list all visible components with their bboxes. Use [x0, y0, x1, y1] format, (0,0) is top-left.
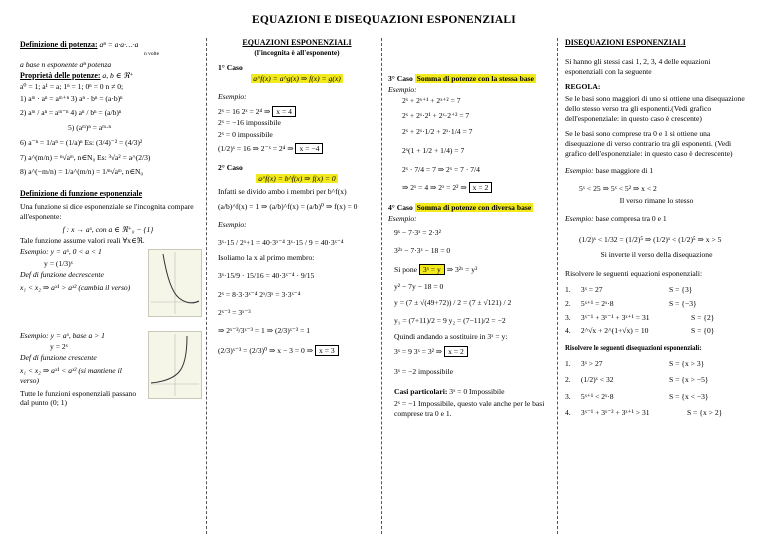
potenza-heading: Definizione di potenza: [20, 39, 98, 49]
eq-list [565, 285, 748, 336]
example-formula: 5ˣ < 25 ⇒ 5ˣ < 5² ⇒ x < 2 [579, 184, 657, 194]
item-number: 1. [565, 285, 571, 295]
example-y: y = 2ˣ [50, 342, 68, 352]
crescente-cond: x₁ < x₂ ⇒ aˣ¹ < aˣ² (si mantiene il verso) [20, 366, 122, 385]
list-item [565, 299, 748, 309]
item-solution: S = {−3} [669, 298, 697, 308]
rule-line: 6) a⁻ⁿ = 1/aⁿ = (1/a)ⁿ Es: (3/4)⁻² = (4/3)² [20, 137, 143, 147]
item-eq: 5ˣ⁺¹ < 2ˣ·8 [580, 392, 614, 402]
c2-line: ⇒ 2ˣ⁻³/3ˣ⁻³ = 1 ⇒ (2/3)ˣ⁻³ = 1 [218, 325, 311, 335]
example-decrescente [20, 247, 196, 329]
c2-formula: (a/b)^f(x) = 1 ⇒ (a/b)^f(x) = (a/b)⁰ ⇒ f(x) = 0 [218, 201, 358, 211]
item-solution: S = {x > 2} [687, 407, 723, 417]
disequazioni-heading: DISEQUAZIONI ESPONENZIALI [565, 38, 686, 47]
item-number: 4. [565, 326, 571, 336]
list-item [565, 313, 748, 323]
item-solution: S = {x > −5} [669, 375, 709, 385]
caso1-formula: a^f(x) = a^g(x) ⇒ f(x) = g(x) [253, 73, 341, 83]
list-item [565, 326, 748, 336]
column-potenze [20, 38, 196, 408]
potenza-legend: a base n esponente aⁿ potenza [20, 59, 112, 69]
rule-line: 8) a^(−m/n) = 1/a^(m/n) = 1/ⁿ√aᵐ, n∈N₀ [20, 167, 144, 177]
item-solution: S = {x < −3} [669, 392, 709, 402]
c3-line: 2ˣ(1 + 1/2 + 1/4) = 7 [402, 146, 465, 156]
example-label: Esempio: [388, 84, 417, 94]
funzione-formula: f : x → aˣ, con a ∈ ℜ⁺₀ − {1} [62, 224, 154, 234]
c3-line: 2ˣ + 2ˣ·2¹ + 2ˣ·2⁺² = 7 [402, 110, 470, 120]
potenza-formula: aⁿ = a·a·…·a [99, 39, 139, 49]
item-number: 3. [565, 392, 571, 402]
c4-substitution: 3ˣ = y [419, 264, 445, 275]
example-label: Esempio: [218, 91, 247, 101]
page-title: EQUAZIONI E DISEQUAZIONI ESPONENZIALI [252, 14, 516, 26]
item-solution: S = {2} [691, 312, 715, 322]
c2-line: 2ˣ = 8·3·3ˣ⁻⁴ 2ˣ/3ˣ = 3·3ˣ⁻⁴ [218, 290, 301, 300]
c4-result-box: x = 2 [444, 346, 468, 357]
risolvi-dis-heading: Risolvere le seguenti disequazioni esponenziali: [565, 344, 702, 352]
decrescente-cond: x₁ < x₂ ⇒ aˣ¹ > aˣ² (cambia il verso) [20, 282, 131, 292]
c4-line: Si pone [394, 264, 417, 274]
proprieta-domain: a, b ∈ ℜ⁺ [102, 70, 134, 80]
proprieta-heading: Proprietà delle potenze: [20, 70, 101, 80]
rule-line: 7) a^(m/n) = ⁿ√aᵐ, n∈N₀ Es: ³√a² = a^(2/3) [20, 152, 151, 162]
list-item [565, 392, 748, 402]
c2-result-box: x = 3 [315, 345, 339, 356]
funzione-reals: Tale funzione assume valori reali ∀x∈ℜ. [20, 235, 145, 245]
example-text: base compresa tra 0 e 1 [595, 214, 667, 224]
regola-heading: REGOLA: [565, 81, 601, 91]
rule-line: a⁰ = 1; a¹ = a; 1ⁿ = 1; 0ⁿ = 0 n ≠ 0; [20, 82, 124, 92]
c3-line: ⇒ 2ˣ = 4 ⇒ 2ˣ = 2² ⇒ [402, 182, 467, 192]
item-eq: 3ˣ⁻¹ + 3ˣ⁻² + 3ˣ⁺¹ > 31 [580, 407, 650, 417]
caso2-label: 2° Caso [218, 163, 243, 173]
item-solution: S = {x > 3} [669, 358, 705, 368]
caso3-title: Somma di potenze con la stessa base [416, 73, 534, 83]
rule-line: 2) aᵐ / aⁿ = aᵐ⁻ⁿ 4) aⁿ / bⁿ = (a/b)ⁿ [20, 108, 122, 118]
example-label: Esempio: [20, 247, 49, 257]
column-divider [206, 38, 207, 534]
casi-line: 2ˣ = −1 Impossibile, questo vale anche per le basi comprese tra 0 e 1. [394, 399, 545, 419]
c4-line: 3ˣ = 9 3ˣ = 3² ⇒ [394, 347, 443, 357]
c1-line: 2ˣ = 16 2ˣ = 2⁴ ⇒ [218, 107, 271, 117]
list-item [565, 375, 748, 385]
equazioni-subheading: (l'incognita è all'esponente) [254, 48, 340, 58]
item-solution: S = {0} [691, 326, 715, 336]
c1-line: (1/2)ˣ = 16 ⇒ 2⁻ˣ = 2⁴ ⇒ [218, 144, 294, 154]
column-disequazioni [565, 38, 748, 424]
caso1-label: 1° Caso [218, 62, 243, 72]
c2-text: Infatti se divido ambo i membri per b^f(x) [218, 187, 347, 197]
regola-text: Se le basi sono maggiori di uno si ottiene una disequazione dello stesso verso tra gli esponenti.(Vedi grafico dell'esponenziale: in questo caso è crescente) [565, 94, 745, 123]
c4-line: 3²ˣ − 7·3ˣ − 18 = 0 [394, 245, 451, 255]
c4-line: Quindi andando a sostituire in 3ˣ = y: [394, 331, 508, 341]
c2-line: Isoliamo la x al primo membro: [218, 252, 315, 262]
c3-line: 2ˣ + 2ˣ·1/2 + 2ˣ·1/4 = 7 [402, 127, 473, 137]
example-note: Si inverte il verso della disequazione [600, 249, 713, 259]
c3-line: 2ˣ + 2ˣ⁺¹ + 2ˣ⁺² = 7 [402, 95, 461, 105]
example-note: Il verso rimane lo stesso [619, 195, 694, 205]
example-label: Esempio: [565, 214, 594, 224]
list-item [565, 285, 748, 295]
disequazioni-intro: Si hanno gli stessi casi 1, 2, 3, 4 delle equazioni esponenziali con la seguente [565, 57, 711, 76]
crescente-end: Tutte le funzioni esponenziali passano dal punto (0; 1) [20, 388, 137, 408]
c4-line: y = (7 ± √(49+72)) / 2 = (7 ± √121) / 2 [394, 298, 512, 308]
example-label: Esempio: [218, 220, 247, 230]
risolvi-heading: Risolvere le seguenti equazioni esponenziali: [565, 269, 703, 279]
funzione-text: Una funzione si dice esponenziale se l'incognita compare all'esponente: [20, 202, 194, 221]
decrescente-graph [148, 249, 202, 317]
item-eq: 2^√x + 2^(1+√x) = 10 [580, 326, 649, 336]
c2-line: 3ˣ·15 / 2ˣ+1 = 40·3ˣ⁻⁴ 3ˣ·15 / 9 = 40·3ˣ⁻⁴ [218, 238, 344, 248]
item-eq: 3ˣ⁻¹ + 3ˣ⁻¹ + 3ˣ⁺¹ = 31 [580, 312, 650, 322]
c3-result-box: x = 2 [469, 182, 493, 193]
c1-line: 2ˣ = 0 impossibile [218, 129, 273, 139]
item-number: 4. [565, 407, 571, 417]
item-eq: (1/2)ˣ < 32 [580, 375, 614, 385]
rule-line: 5) (aᵐ)ⁿ = aᵐ·ⁿ [68, 123, 111, 133]
example-expr: y = aˣ, base a > 1 [50, 330, 105, 340]
c2-line: 2ˣ⁻³ = 3ˣ⁻³ [218, 308, 251, 318]
c1-result-box: x = −4 [295, 143, 323, 154]
column-divider [557, 38, 558, 534]
c2-line: 3ˣ·15/9 · 15/16 = 40·3ˣ⁻⁴ · 9/15 [218, 270, 315, 280]
dis-list [565, 359, 748, 418]
rule-line: 1) aᵐ · aⁿ = aᵐ⁺ⁿ 3) aⁿ · bⁿ = (a·b)ⁿ [20, 93, 123, 103]
c4-line: 3ˣ = −2 impossibile [394, 366, 454, 376]
column-equazioni [218, 38, 376, 357]
caso2-formula: a^f(x) = b^f(x) ⇒ f(x) = 0 [258, 174, 336, 184]
caso4-title: Somma di potenze con diversa base [416, 203, 532, 213]
item-eq: 3ˣ > 27 [580, 358, 603, 368]
example-label: Esempio: [388, 214, 417, 224]
list-item [565, 359, 748, 369]
casi-heading: Casi particolari: [394, 386, 448, 396]
crescente-def: Def di funzione crescente [20, 353, 97, 363]
item-solution: S = {3} [669, 285, 693, 295]
example-crescente [20, 330, 196, 408]
example-text: base maggiore di 1 [595, 165, 654, 175]
regola-text: Se le basi sono comprese tra 0 e 1 si ottiene una disequazione di verso contrario tra gli esponenti. (Vedi grafico dell'esponenziale: in questo caso è decrescente) [565, 129, 733, 158]
crescente-graph [148, 331, 202, 399]
c2-line: (2/3)ˣ⁻³ = (2/3)⁰ ⇒ x − 3 = 0 ⇒ [218, 345, 314, 355]
item-number: 3. [565, 312, 571, 322]
caso3-label: 3° Caso [388, 73, 413, 83]
caso4-label: 4° Caso [388, 203, 413, 213]
example-label: Esempio: [20, 330, 49, 340]
c1-result-box: x = 4 [272, 106, 296, 117]
item-eq: 5ˣ⁺¹ = 2ˣ·8 [580, 298, 614, 308]
c4-line: 9ˣ − 7·3ˣ = 2·3² [394, 228, 441, 238]
c1-line: 2ˣ = −16 impossibile [218, 118, 281, 128]
c4-line: y² − 7y − 18 = 0 [394, 282, 444, 292]
c3-line: 2ˣ · 7/4 = 7 ⇒ 2ˣ = 7 · 7/4 [402, 164, 480, 174]
casi-line: 3ˣ = 0 Impossibile [449, 386, 505, 396]
example-label: Esempio: [565, 165, 594, 175]
decrescente-def: Def di funzione decrescente [20, 269, 104, 279]
item-number: 1. [565, 358, 571, 368]
example-expr: y = aˣ, 0 < a < 1 [50, 247, 102, 257]
item-eq: 3ˣ = 27 [580, 285, 603, 295]
potenza-nvolte: n volte [144, 51, 160, 58]
equazioni-heading: EQUAZIONI ESPONENZIALI [242, 38, 352, 47]
column-divider [381, 38, 382, 534]
funzione-heading: Definizione di funzione esponenziale [20, 189, 143, 198]
example-formula: (1/2)ˣ < 1/32 = (1/2)⁵ ⇒ (1/2)ˣ < (1/2)⁵ ⇒ x > 5 [579, 234, 722, 244]
column-casi [388, 72, 552, 422]
c4-line: ⇒ 3²ˣ = y² [446, 264, 478, 274]
item-number: 2. [565, 375, 571, 385]
example-y: y = (1/3)ˣ [44, 258, 73, 268]
c4-line: y₁ = (7+11)/2 = 9 y₂ = (7−11)/2 = −2 [394, 315, 506, 325]
item-number: 2. [565, 298, 571, 308]
list-item [565, 408, 748, 418]
